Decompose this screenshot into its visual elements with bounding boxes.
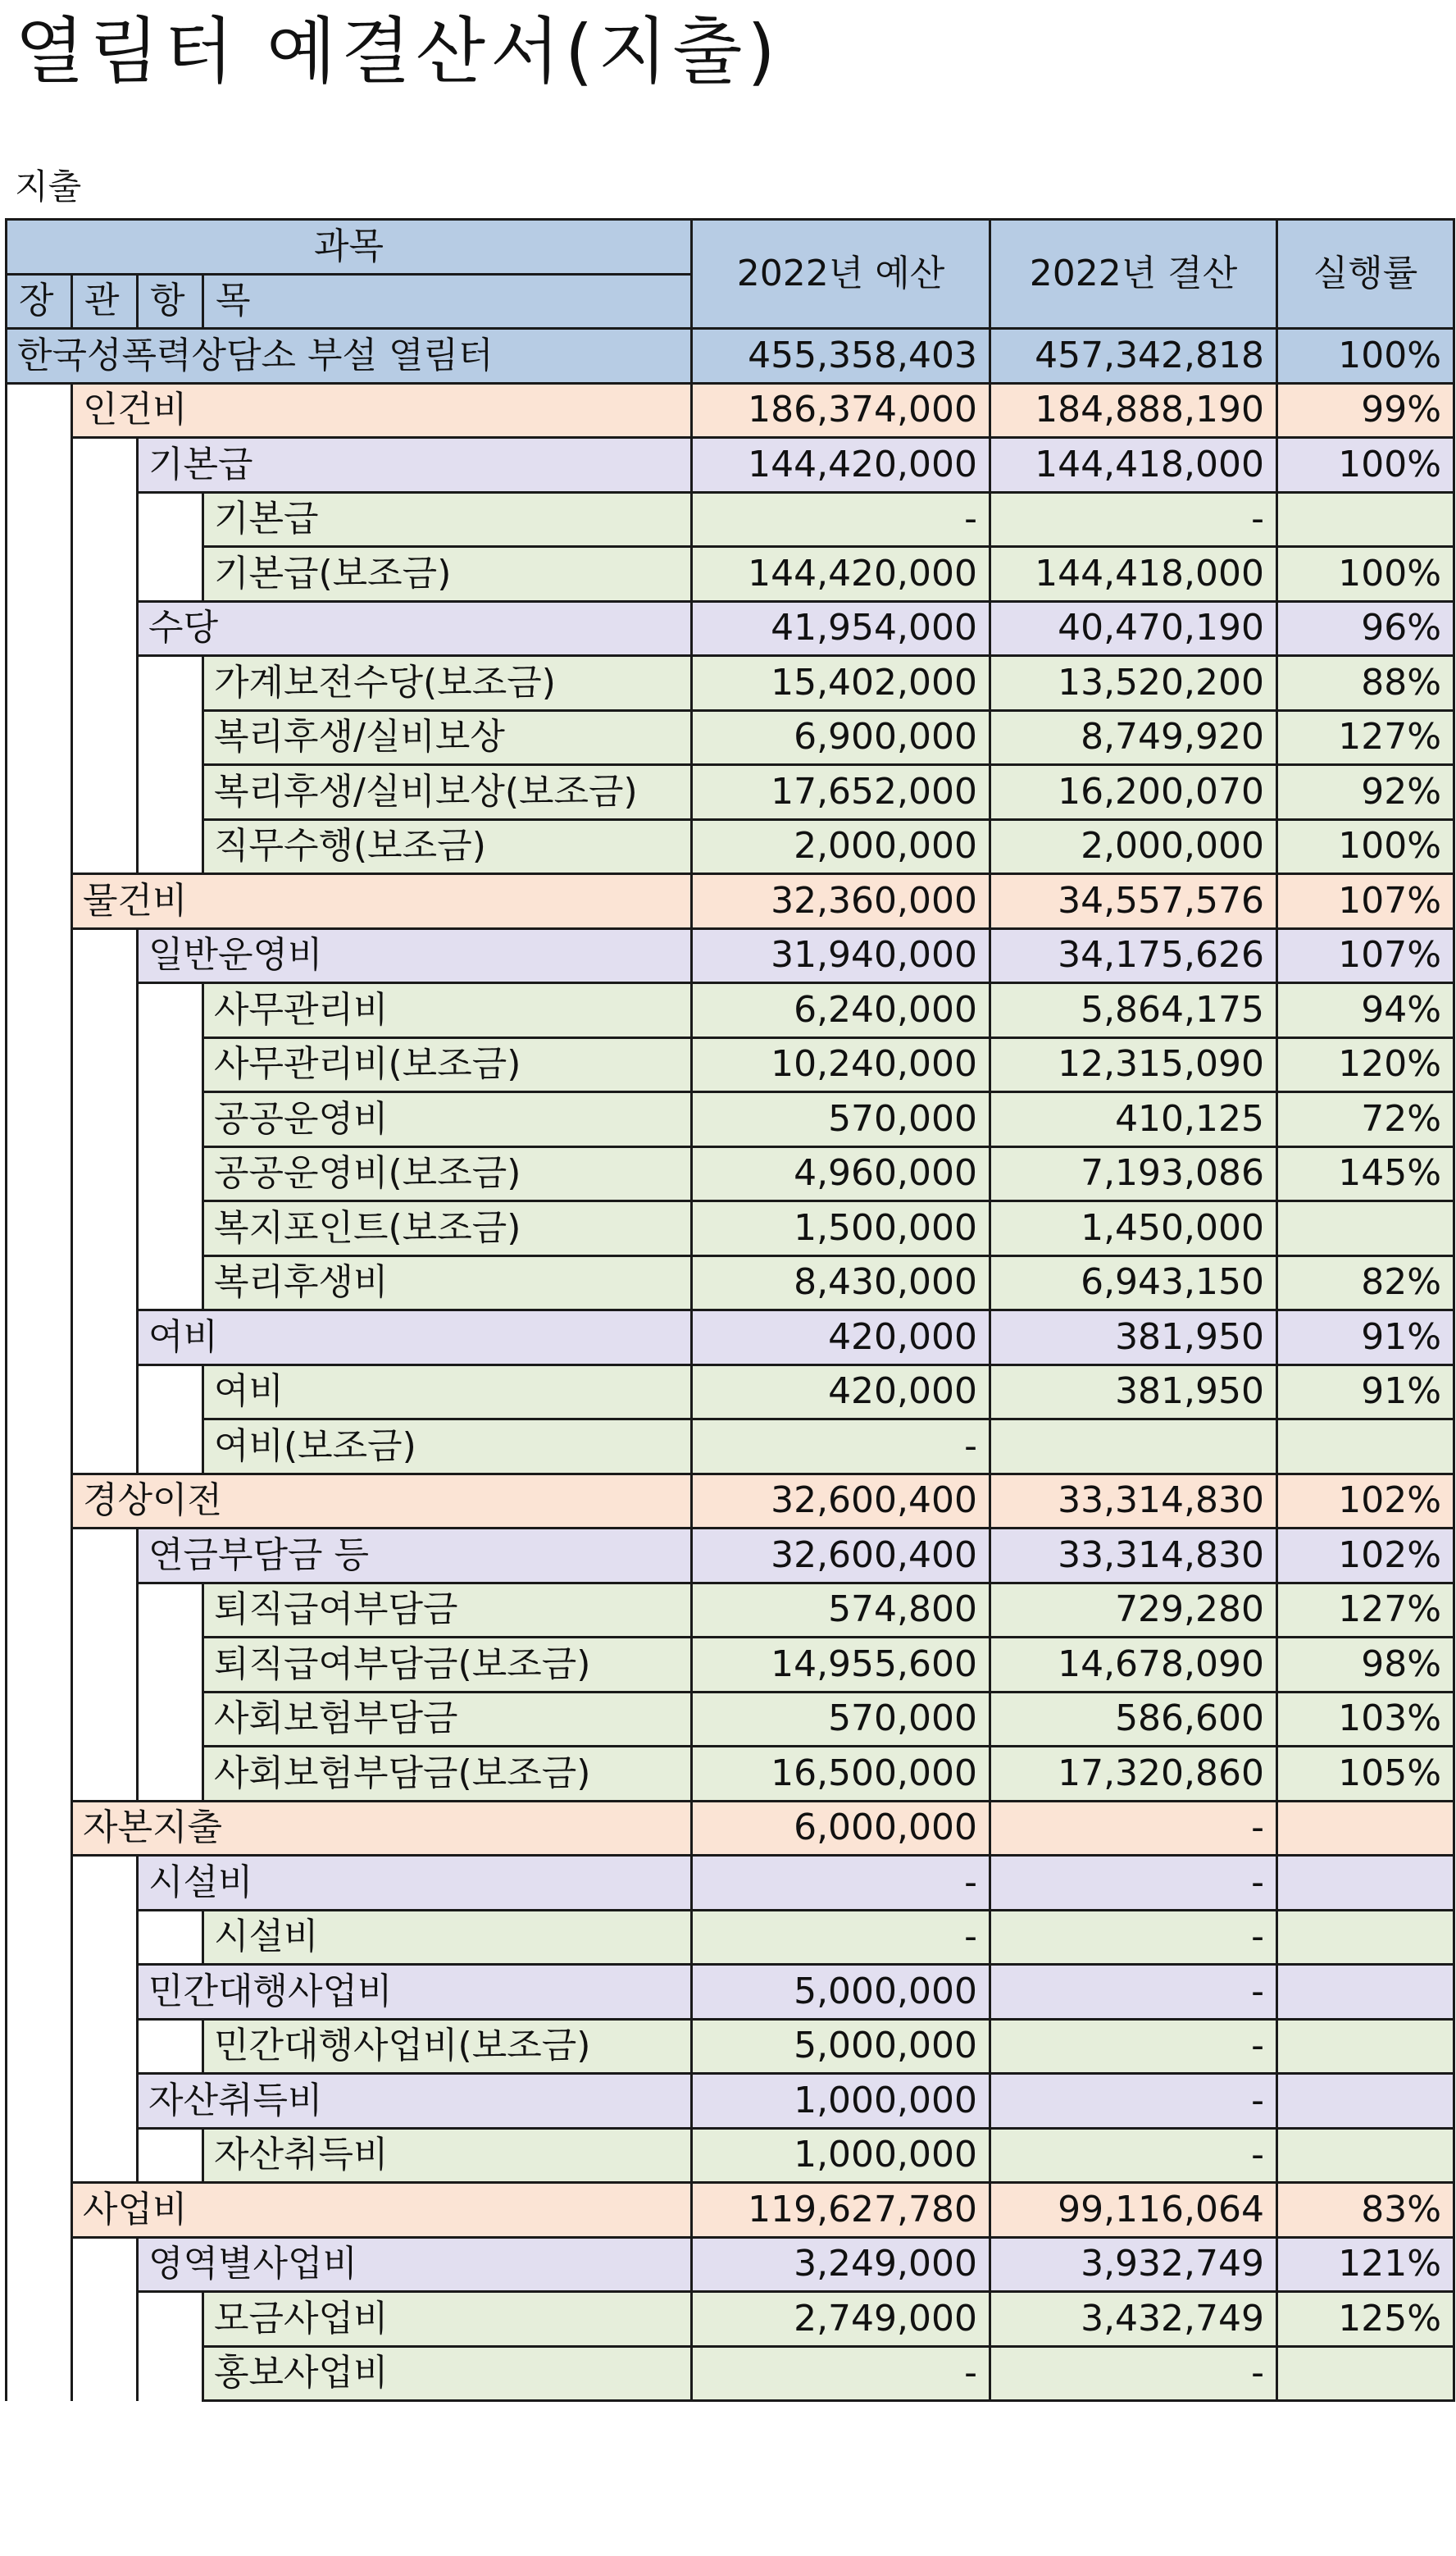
subject-name: 인건비 bbox=[72, 383, 692, 438]
rate-value: 91% bbox=[1277, 1365, 1454, 1419]
item-row bbox=[7, 1146, 1454, 1201]
budget-value: 32,600,400 bbox=[692, 1529, 990, 1583]
indent-cell bbox=[7, 492, 72, 547]
indent-cell bbox=[138, 1638, 203, 1693]
rate-header: 실행률 bbox=[1277, 220, 1454, 329]
indent-cell bbox=[7, 1474, 72, 1529]
settlement-header: 2022년 결산 bbox=[990, 220, 1277, 329]
settlement-value: - bbox=[990, 1910, 1277, 1965]
budget-value: 32,600,400 bbox=[692, 1474, 990, 1529]
rate-value: 127% bbox=[1277, 1583, 1454, 1638]
indent-cell bbox=[7, 1583, 72, 1638]
subject-name: 사업비 bbox=[72, 2183, 692, 2238]
item-row bbox=[7, 1419, 1454, 1474]
budget-value: 32,360,000 bbox=[692, 874, 990, 929]
rate-value: 96% bbox=[1277, 601, 1454, 656]
indent-cell bbox=[7, 1419, 72, 1474]
budget-value: 41,954,000 bbox=[692, 601, 990, 656]
indent-cell bbox=[72, 547, 138, 602]
indent-cell bbox=[72, 2019, 138, 2074]
budget-value: 570,000 bbox=[692, 1092, 990, 1147]
subject-name: 수당 bbox=[138, 601, 692, 656]
indent-cell bbox=[138, 710, 203, 765]
indent-cell bbox=[7, 2292, 72, 2347]
indent-cell bbox=[138, 1201, 203, 1256]
indent-cell bbox=[7, 874, 72, 929]
indent-cell bbox=[138, 1092, 203, 1147]
indent-cell bbox=[7, 1965, 72, 2020]
indent-cell bbox=[72, 1419, 138, 1474]
indent-cell bbox=[7, 1529, 72, 1583]
indent-cell bbox=[7, 2237, 72, 2292]
category-row bbox=[7, 2183, 1454, 2238]
settlement-value: 6,943,150 bbox=[990, 1255, 1277, 1310]
rate-value: 100% bbox=[1277, 438, 1454, 493]
subject-name: 기본급 bbox=[138, 438, 692, 493]
budget-value: 570,000 bbox=[692, 1692, 990, 1747]
indent-cell bbox=[7, 656, 72, 711]
item-row bbox=[7, 1747, 1454, 1802]
rate-value: 100% bbox=[1277, 329, 1454, 384]
subject-name: 영역별사업비 bbox=[138, 2237, 692, 2292]
budget-value: 144,420,000 bbox=[692, 547, 990, 602]
settlement-value: 13,520,200 bbox=[990, 656, 1277, 711]
header-row-top bbox=[7, 220, 1454, 275]
rate-value: 98% bbox=[1277, 1638, 1454, 1693]
indent-cell bbox=[138, 983, 203, 1038]
budget-value: - bbox=[692, 2346, 990, 2401]
indent-cell bbox=[7, 1037, 72, 1092]
subject-name: 모금사업비 bbox=[203, 2292, 692, 2347]
indent-cell bbox=[7, 547, 72, 602]
subject-header: 과목 bbox=[7, 220, 692, 275]
subject-name: 여비 bbox=[138, 1310, 692, 1365]
budget-value: 14,955,600 bbox=[692, 1638, 990, 1693]
settlement-value: 40,470,190 bbox=[990, 601, 1277, 656]
budget-header: 2022년 예산 bbox=[692, 220, 990, 329]
budget-value: 5,000,000 bbox=[692, 1965, 990, 2020]
indent-cell bbox=[7, 1692, 72, 1747]
subject-name: 기본급 bbox=[203, 492, 692, 547]
budget-value: 420,000 bbox=[692, 1365, 990, 1419]
subcategory-row bbox=[7, 438, 1454, 493]
item-row bbox=[7, 2292, 1454, 2347]
rate-value bbox=[1277, 2074, 1454, 2129]
budget-value: 1,000,000 bbox=[692, 2128, 990, 2183]
settlement-value: 144,418,000 bbox=[990, 438, 1277, 493]
rate-value bbox=[1277, 1801, 1454, 1856]
rate-value: 91% bbox=[1277, 1310, 1454, 1365]
subject-name: 시설비 bbox=[138, 1856, 692, 1911]
indent-cell bbox=[72, 1910, 138, 1965]
subject-name: 사회보험부담금(보조금) bbox=[203, 1747, 692, 1802]
item-row bbox=[7, 1365, 1454, 1419]
budget-value: - bbox=[692, 1910, 990, 1965]
budget-value: 144,420,000 bbox=[692, 438, 990, 493]
item-row bbox=[7, 1910, 1454, 1965]
budget-value: 455,358,403 bbox=[692, 329, 990, 384]
rate-value bbox=[1277, 2019, 1454, 2074]
settlement-value: 184,888,190 bbox=[990, 383, 1277, 438]
rate-value: 94% bbox=[1277, 983, 1454, 1038]
item-row bbox=[7, 1255, 1454, 1310]
settlement-value: - bbox=[990, 2074, 1277, 2129]
subject-name: 경상이전 bbox=[72, 1474, 692, 1529]
item-row bbox=[7, 710, 1454, 765]
subject-name: 퇴직급여부담금(보조금) bbox=[203, 1638, 692, 1693]
indent-cell bbox=[7, 1310, 72, 1365]
indent-cell bbox=[72, 1201, 138, 1256]
section-label: 지출 bbox=[15, 166, 82, 207]
indent-cell bbox=[72, 1529, 138, 1583]
item-row bbox=[7, 2128, 1454, 2183]
rate-value bbox=[1277, 2346, 1454, 2401]
subcategory-row bbox=[7, 2074, 1454, 2129]
indent-cell bbox=[7, 1801, 72, 1856]
budget-value: 10,240,000 bbox=[692, 1037, 990, 1092]
indent-cell bbox=[7, 1255, 72, 1310]
subject-name: 가계보전수당(보조금) bbox=[203, 656, 692, 711]
budget-value: - bbox=[692, 492, 990, 547]
indent-cell bbox=[138, 1365, 203, 1419]
rate-value: 127% bbox=[1277, 710, 1454, 765]
category-row bbox=[7, 1474, 1454, 1529]
indent-cell bbox=[72, 656, 138, 711]
subject-name: 자본지출 bbox=[72, 1801, 692, 1856]
indent-cell bbox=[138, 492, 203, 547]
level-header-mok: 목 bbox=[203, 274, 692, 329]
budget-value: 1,500,000 bbox=[692, 1201, 990, 1256]
category-row bbox=[7, 1801, 1454, 1856]
indent-cell bbox=[138, 1037, 203, 1092]
indent-cell bbox=[7, 928, 72, 983]
indent-cell bbox=[138, 547, 203, 602]
settlement-value: 14,678,090 bbox=[990, 1638, 1277, 1693]
subject-name: 공공운영비 bbox=[203, 1092, 692, 1147]
budget-value: 6,000,000 bbox=[692, 1801, 990, 1856]
indent-cell bbox=[72, 765, 138, 820]
rate-value: 83% bbox=[1277, 2183, 1454, 2238]
subject-name: 자산취득비 bbox=[138, 2074, 692, 2129]
rate-value: 107% bbox=[1277, 874, 1454, 929]
settlement-value: 16,200,070 bbox=[990, 765, 1277, 820]
settlement-value: 99,116,064 bbox=[990, 2183, 1277, 2238]
indent-cell bbox=[7, 438, 72, 493]
indent-cell bbox=[138, 1910, 203, 1965]
budget-value: 6,900,000 bbox=[692, 710, 990, 765]
rate-value bbox=[1277, 1856, 1454, 1911]
settlement-value: - bbox=[990, 1856, 1277, 1911]
indent-cell bbox=[138, 2292, 203, 2347]
item-row bbox=[7, 765, 1454, 820]
indent-cell bbox=[72, 1365, 138, 1419]
indent-cell bbox=[138, 2346, 203, 2401]
indent-cell bbox=[138, 1255, 203, 1310]
indent-cell bbox=[7, 765, 72, 820]
budget-value: 31,940,000 bbox=[692, 928, 990, 983]
rate-value: 103% bbox=[1277, 1692, 1454, 1747]
indent-cell bbox=[72, 1037, 138, 1092]
indent-cell bbox=[72, 1310, 138, 1365]
rate-value: 100% bbox=[1277, 819, 1454, 874]
budget-value: 15,402,000 bbox=[692, 656, 990, 711]
subject-name: 민간대행사업비 bbox=[138, 1965, 692, 2020]
subject-name: 직무수행(보조금) bbox=[203, 819, 692, 874]
indent-cell bbox=[72, 1146, 138, 1201]
budget-value: 4,960,000 bbox=[692, 1146, 990, 1201]
subject-name: 한국성폭력상담소 부설 열림터 bbox=[7, 329, 692, 384]
rate-value: 72% bbox=[1277, 1092, 1454, 1147]
indent-cell bbox=[7, 1092, 72, 1147]
subcategory-row bbox=[7, 1529, 1454, 1583]
indent-cell bbox=[72, 2292, 138, 2347]
item-row bbox=[7, 547, 1454, 602]
indent-cell bbox=[138, 1146, 203, 1201]
subject-name: 퇴직급여부담금 bbox=[203, 1583, 692, 1638]
rate-value: 102% bbox=[1277, 1474, 1454, 1529]
item-row bbox=[7, 492, 1454, 547]
settlement-value: - bbox=[990, 1965, 1277, 2020]
item-row bbox=[7, 1692, 1454, 1747]
budget-value: 574,800 bbox=[692, 1583, 990, 1638]
indent-cell bbox=[72, 601, 138, 656]
settlement-value: - bbox=[990, 2346, 1277, 2401]
indent-cell bbox=[7, 2346, 72, 2401]
indent-cell bbox=[7, 2183, 72, 2238]
item-row bbox=[7, 819, 1454, 874]
subject-name: 복리후생/실비보상 bbox=[203, 710, 692, 765]
settlement-value: - bbox=[990, 492, 1277, 547]
indent-cell bbox=[7, 2128, 72, 2183]
budget-value: 6,240,000 bbox=[692, 983, 990, 1038]
budget-value: 186,374,000 bbox=[692, 383, 990, 438]
budget-value: 420,000 bbox=[692, 1310, 990, 1365]
rate-value bbox=[1277, 2128, 1454, 2183]
rate-value bbox=[1277, 1965, 1454, 2020]
subject-name: 사무관리비 bbox=[203, 983, 692, 1038]
indent-cell bbox=[138, 2128, 203, 2183]
indent-cell bbox=[7, 983, 72, 1038]
budget-value: 1,000,000 bbox=[692, 2074, 990, 2129]
settlement-value: 34,175,626 bbox=[990, 928, 1277, 983]
indent-cell bbox=[138, 2019, 203, 2074]
subcategory-row bbox=[7, 1856, 1454, 1911]
subject-name: 연금부담금 등 bbox=[138, 1529, 692, 1583]
subject-name: 여비(보조금) bbox=[203, 1419, 692, 1474]
subject-name: 사무관리비(보조금) bbox=[203, 1037, 692, 1092]
budget-value: 3,249,000 bbox=[692, 2237, 990, 2292]
rate-value bbox=[1277, 1419, 1454, 1474]
settlement-value: 729,280 bbox=[990, 1583, 1277, 1638]
settlement-value: 12,315,090 bbox=[990, 1037, 1277, 1092]
budget-settlement-table bbox=[5, 218, 1455, 2402]
settlement-value: 7,193,086 bbox=[990, 1146, 1277, 1201]
indent-cell bbox=[138, 1747, 203, 1802]
indent-cell bbox=[7, 1856, 72, 1911]
indent-cell bbox=[7, 819, 72, 874]
item-row bbox=[7, 1638, 1454, 1693]
rate-value bbox=[1277, 1910, 1454, 1965]
rate-value: 120% bbox=[1277, 1037, 1454, 1092]
indent-cell bbox=[72, 1856, 138, 1911]
indent-cell bbox=[7, 710, 72, 765]
indent-cell bbox=[7, 1201, 72, 1256]
page-title: 열림터 예결산서(지출) bbox=[15, 9, 780, 93]
budget-value: 8,430,000 bbox=[692, 1255, 990, 1310]
indent-cell bbox=[72, 2346, 138, 2401]
item-row bbox=[7, 1092, 1454, 1147]
subject-name: 복리후생비 bbox=[203, 1255, 692, 1310]
indent-cell bbox=[138, 819, 203, 874]
item-row bbox=[7, 1583, 1454, 1638]
category-row bbox=[7, 874, 1454, 929]
indent-cell bbox=[72, 1965, 138, 2020]
subject-name: 복리후생/실비보상(보조금) bbox=[203, 765, 692, 820]
item-row bbox=[7, 2019, 1454, 2074]
settlement-value: 381,950 bbox=[990, 1365, 1277, 1419]
rate-value: 88% bbox=[1277, 656, 1454, 711]
subject-name: 공공운영비(보조금) bbox=[203, 1146, 692, 1201]
rate-value: 121% bbox=[1277, 2237, 1454, 2292]
indent-cell bbox=[7, 2074, 72, 2129]
indent-cell bbox=[72, 1638, 138, 1693]
settlement-value bbox=[990, 1419, 1277, 1474]
settlement-value: 586,600 bbox=[990, 1692, 1277, 1747]
rate-value: 107% bbox=[1277, 928, 1454, 983]
subject-name: 자산취득비 bbox=[203, 2128, 692, 2183]
settlement-value: - bbox=[990, 2128, 1277, 2183]
budget-value: 2,749,000 bbox=[692, 2292, 990, 2347]
level-header-hang: 항 bbox=[138, 274, 203, 329]
indent-cell bbox=[72, 2237, 138, 2292]
indent-cell bbox=[7, 2019, 72, 2074]
indent-cell bbox=[72, 710, 138, 765]
subject-name: 시설비 bbox=[203, 1910, 692, 1965]
budget-value: 16,500,000 bbox=[692, 1747, 990, 1802]
settlement-value: 34,557,576 bbox=[990, 874, 1277, 929]
subject-name: 기본급(보조금) bbox=[203, 547, 692, 602]
settlement-value: 8,749,920 bbox=[990, 710, 1277, 765]
indent-cell bbox=[72, 438, 138, 493]
indent-cell bbox=[72, 2074, 138, 2129]
subcategory-row bbox=[7, 1310, 1454, 1365]
rate-value bbox=[1277, 1201, 1454, 1256]
indent-cell bbox=[72, 1692, 138, 1747]
settlement-value: 457,342,818 bbox=[990, 329, 1277, 384]
rate-value bbox=[1277, 492, 1454, 547]
indent-cell bbox=[7, 383, 72, 438]
settlement-value: 3,932,749 bbox=[990, 2237, 1277, 2292]
indent-cell bbox=[72, 1583, 138, 1638]
subject-name: 사회보험부담금 bbox=[203, 1692, 692, 1747]
indent-cell bbox=[72, 1255, 138, 1310]
indent-cell bbox=[7, 601, 72, 656]
org-row bbox=[7, 329, 1454, 384]
subject-name: 복지포인트(보조금) bbox=[203, 1201, 692, 1256]
indent-cell bbox=[138, 765, 203, 820]
rate-value: 100% bbox=[1277, 547, 1454, 602]
indent-cell bbox=[72, 1747, 138, 1802]
settlement-value: 33,314,830 bbox=[990, 1529, 1277, 1583]
rate-value: 99% bbox=[1277, 383, 1454, 438]
rate-value: 125% bbox=[1277, 2292, 1454, 2347]
subject-name: 여비 bbox=[203, 1365, 692, 1419]
settlement-value: - bbox=[990, 2019, 1277, 2074]
indent-cell bbox=[7, 1365, 72, 1419]
subject-name: 일반운영비 bbox=[138, 928, 692, 983]
item-row bbox=[7, 1037, 1454, 1092]
indent-cell bbox=[72, 492, 138, 547]
indent-cell bbox=[138, 656, 203, 711]
settlement-value: - bbox=[990, 1801, 1277, 1856]
budget-value: - bbox=[692, 1856, 990, 1911]
settlement-value: 3,432,749 bbox=[990, 2292, 1277, 2347]
indent-cell bbox=[138, 1419, 203, 1474]
indent-cell bbox=[7, 1910, 72, 1965]
indent-cell bbox=[72, 928, 138, 983]
indent-cell bbox=[7, 1638, 72, 1693]
budget-value: 5,000,000 bbox=[692, 2019, 990, 2074]
indent-cell bbox=[72, 2128, 138, 2183]
budget-value: 119,627,780 bbox=[692, 2183, 990, 2238]
level-header-jang: 장 bbox=[7, 274, 72, 329]
item-row bbox=[7, 656, 1454, 711]
indent-cell bbox=[7, 1146, 72, 1201]
settlement-value: 381,950 bbox=[990, 1310, 1277, 1365]
rate-value: 82% bbox=[1277, 1255, 1454, 1310]
subcategory-row bbox=[7, 1965, 1454, 2020]
item-row bbox=[7, 2346, 1454, 2401]
rate-value: 145% bbox=[1277, 1146, 1454, 1201]
settlement-value: 410,125 bbox=[990, 1092, 1277, 1147]
rate-value: 105% bbox=[1277, 1747, 1454, 1802]
indent-cell bbox=[138, 1583, 203, 1638]
budget-value: 17,652,000 bbox=[692, 765, 990, 820]
rate-value: 92% bbox=[1277, 765, 1454, 820]
table-body bbox=[7, 329, 1454, 2401]
indent-cell bbox=[72, 1092, 138, 1147]
subcategory-row bbox=[7, 928, 1454, 983]
settlement-value: 17,320,860 bbox=[990, 1747, 1277, 1802]
category-row bbox=[7, 383, 1454, 438]
indent-cell bbox=[72, 819, 138, 874]
budget-value: 2,000,000 bbox=[692, 819, 990, 874]
budget-value: - bbox=[692, 1419, 990, 1474]
settlement-value: 144,418,000 bbox=[990, 547, 1277, 602]
item-row bbox=[7, 983, 1454, 1038]
indent-cell bbox=[72, 983, 138, 1038]
subject-name: 홍보사업비 bbox=[203, 2346, 692, 2401]
settlement-value: 5,864,175 bbox=[990, 983, 1277, 1038]
level-header-gwan: 관 bbox=[72, 274, 138, 329]
settlement-value: 2,000,000 bbox=[990, 819, 1277, 874]
subject-name: 물건비 bbox=[72, 874, 692, 929]
indent-cell bbox=[138, 1692, 203, 1747]
subject-name: 민간대행사업비(보조금) bbox=[203, 2019, 692, 2074]
item-row bbox=[7, 1201, 1454, 1256]
subcategory-row bbox=[7, 2237, 1454, 2292]
subcategory-row bbox=[7, 601, 1454, 656]
rate-value: 102% bbox=[1277, 1529, 1454, 1583]
indent-cell bbox=[7, 1747, 72, 1802]
settlement-value: 1,450,000 bbox=[990, 1201, 1277, 1256]
settlement-value: 33,314,830 bbox=[990, 1474, 1277, 1529]
